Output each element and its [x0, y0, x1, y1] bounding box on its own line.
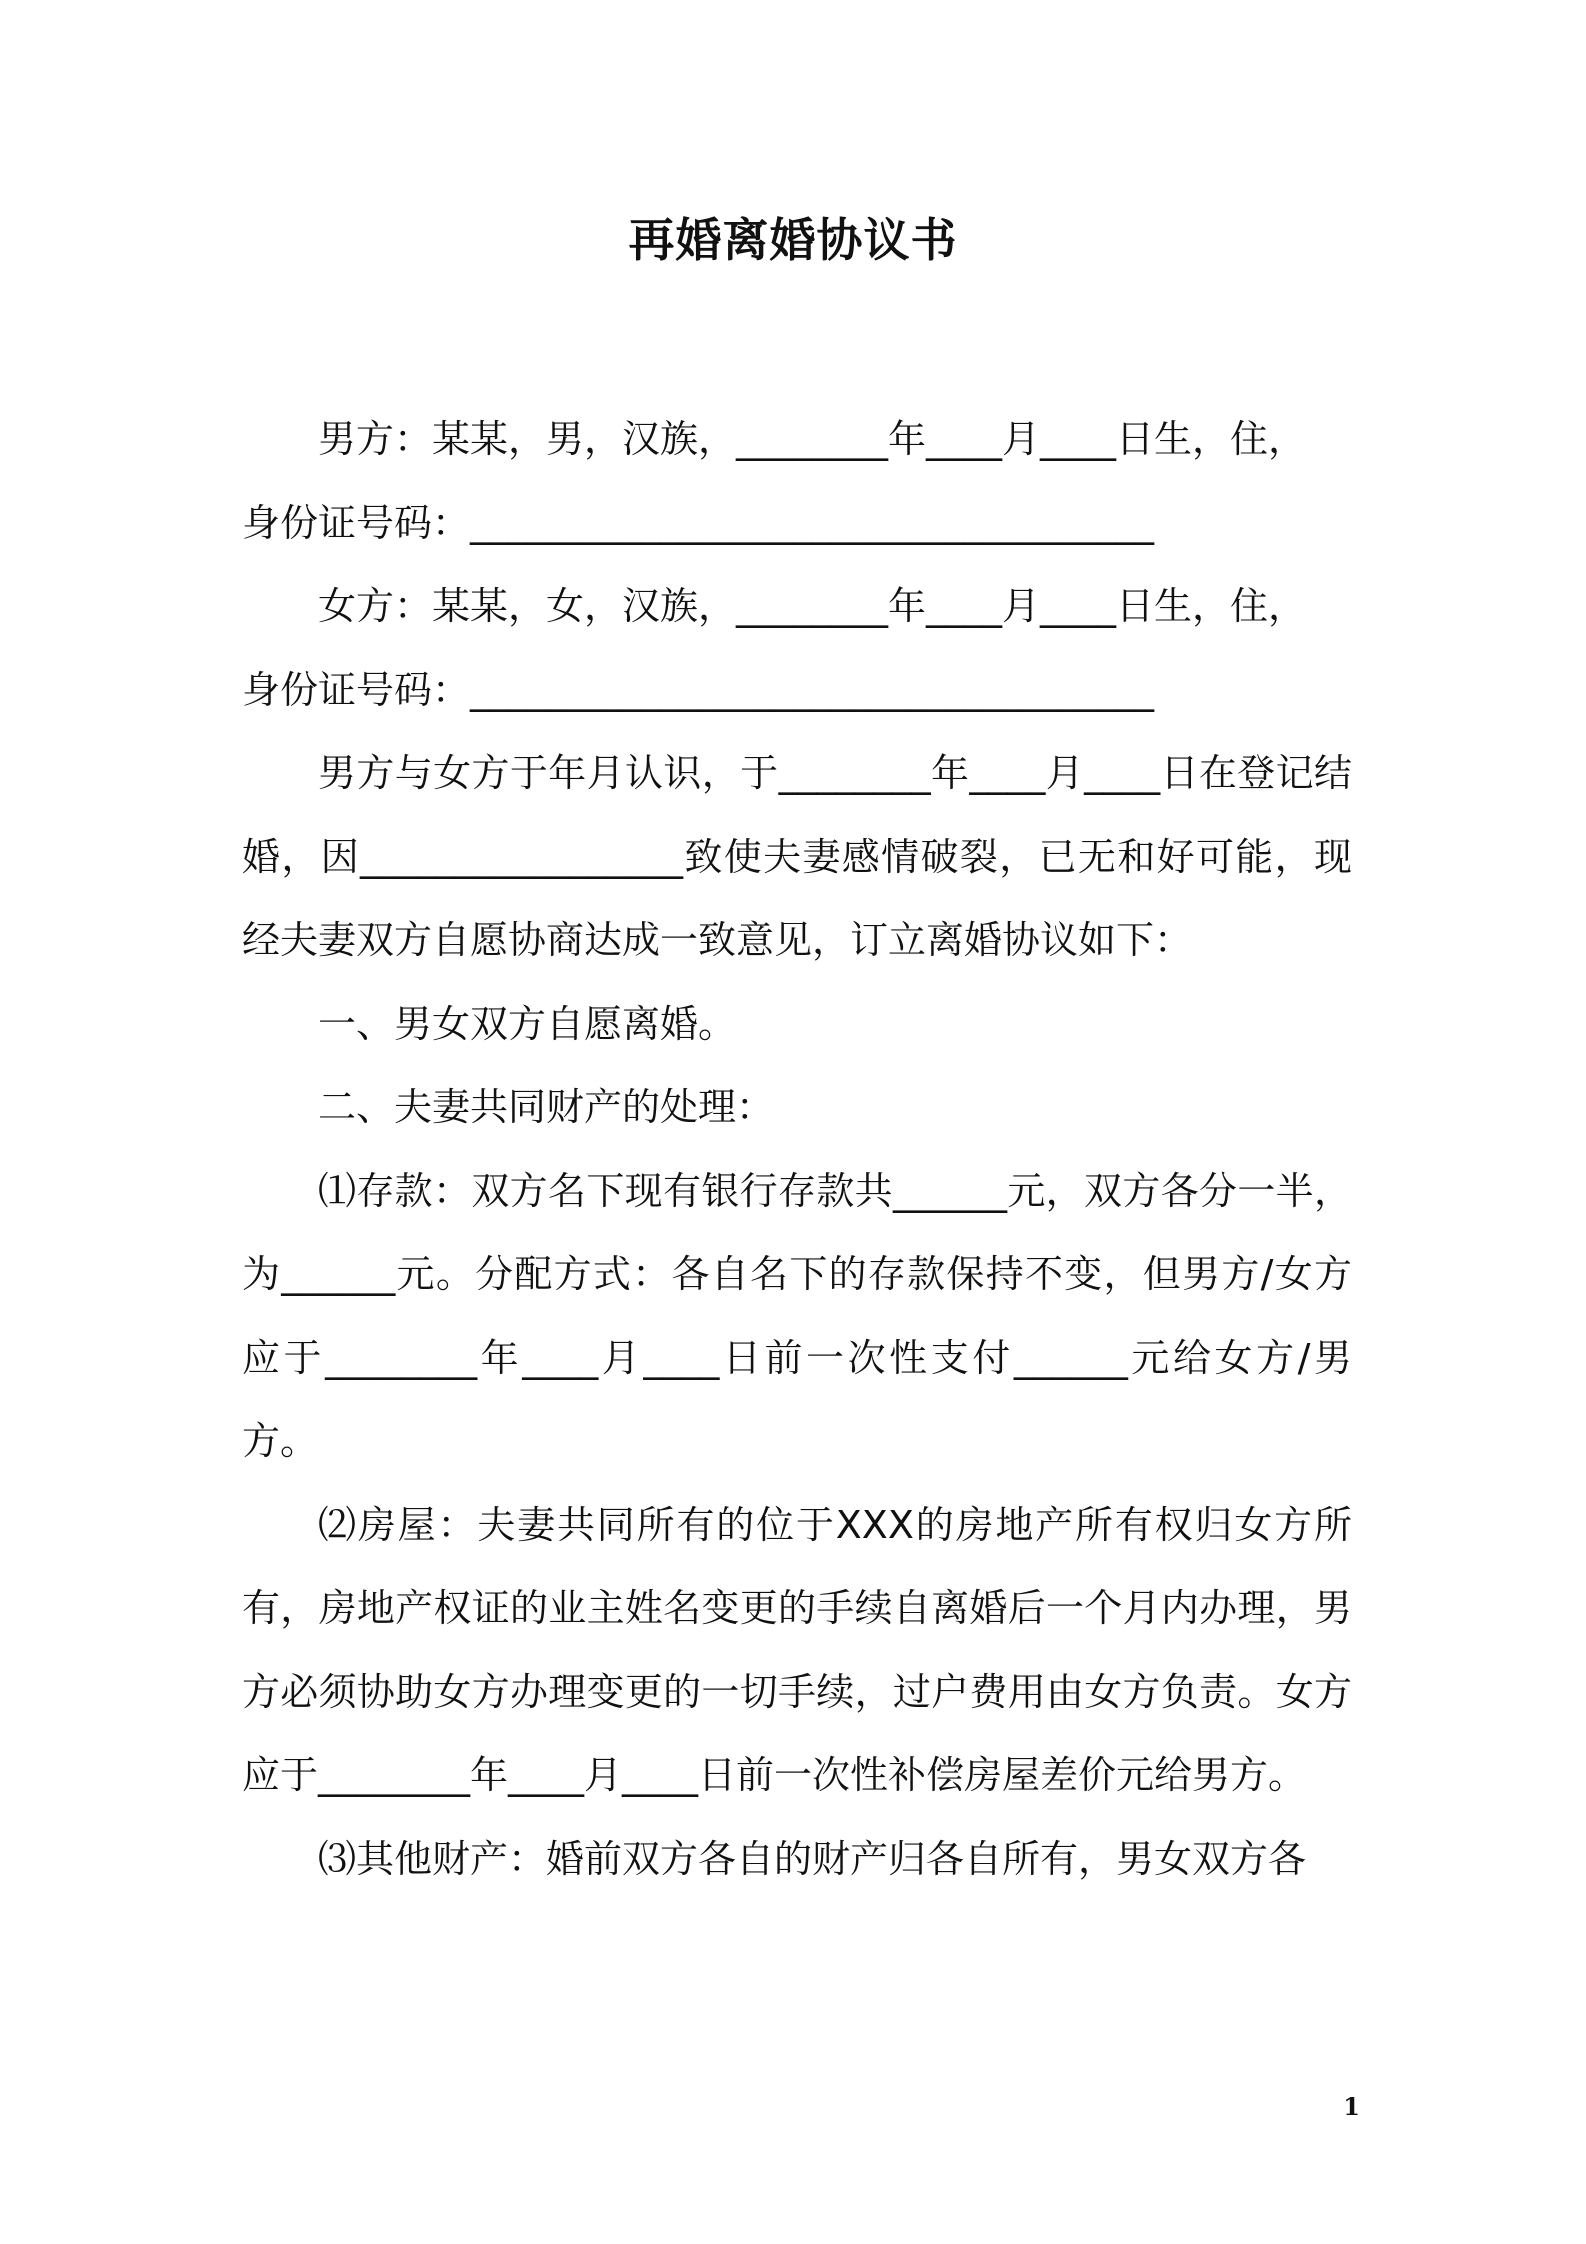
- document-title: 再婚离婚协议书: [628, 213, 958, 267]
- paragraph-male-id: 身份证号码：____________________________________: [242, 500, 1155, 545]
- paragraph-male-party: 男方：某某，男，汉族，________年____月____日生，住，: [318, 417, 1307, 461]
- document-body: [242, 398, 1352, 1901]
- paragraph-other-property: ⑶其他财产：婚前双方各自的财产归各自所有，男女双方各: [318, 1836, 1307, 1881]
- paragraph-female-id: 身份证号码：____________________________________: [242, 667, 1155, 712]
- paragraph-clause-one: 一、男女双方自愿离婚。: [318, 1001, 737, 1046]
- paragraph-clause-two-heading: 二、夫妻共同财产的处理：: [318, 1085, 775, 1129]
- paragraph-marriage-background: 男方与女方于年月认识，于________年____月____日在登记结婚，因_________________致使夫妻感情破裂，已无和好可能，现经夫妻双方自愿协商达成一致意见，订立离婚协议如下：: [242, 751, 1352, 962]
- paragraph-female-party: 女方：某某，女，汉族，________年____月____日生，住，: [318, 584, 1307, 628]
- paragraph-house: ⑵房屋：夫妻共同所有的位于XXX的房地产所有权归女方所有，房地产权证的业主姓名变更的手续自离婚后一个月内办理，男方必须协助女方办理变更的一切手续，过户费用由女方负责。女方应于________年____月____日前一次性补偿房屋差价元给男方。: [242, 1502, 1352, 1797]
- paragraph-deposits: ⑴存款：双方名下现有银行存款共______元，双方各分一半，为______元。分配方式：各自名下的存款保持不变，但男方/女方应于________年____月____日前一次性支付______元给女方/男方。: [242, 1168, 1352, 1463]
- page-number: 1: [1343, 2092, 1360, 2121]
